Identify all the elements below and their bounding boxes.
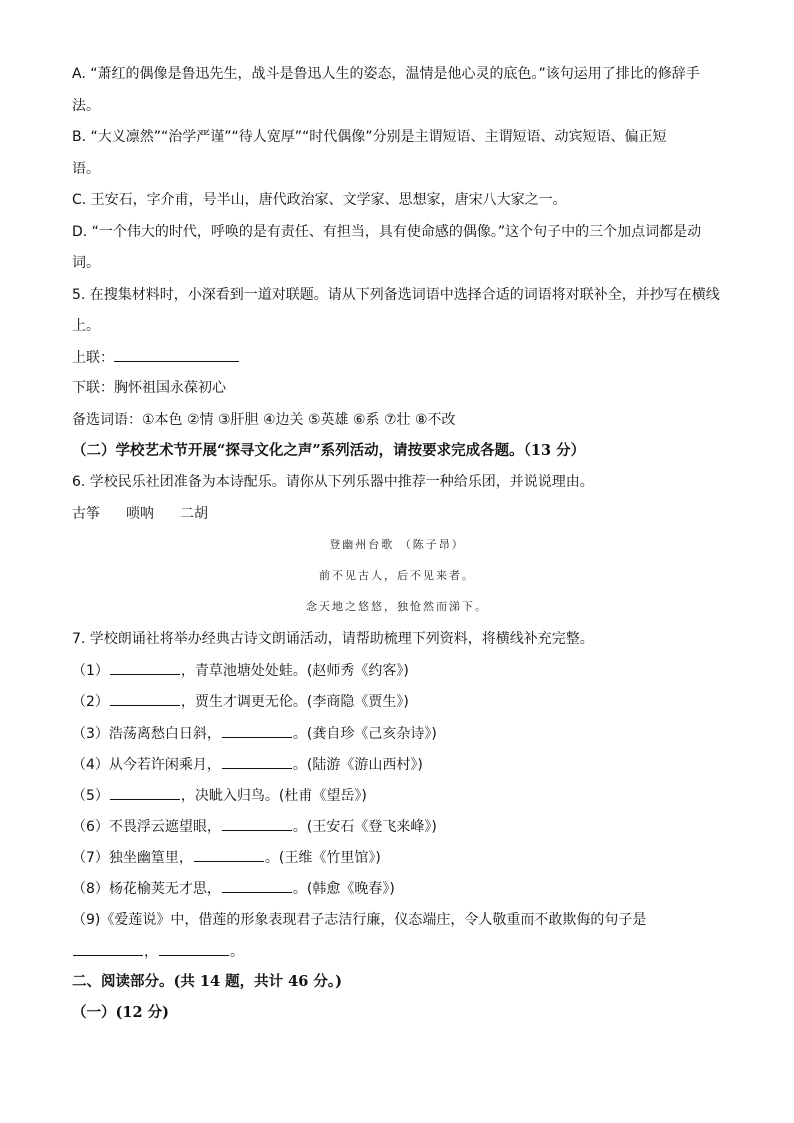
section-2-heading: （二）学校艺术节开展“探寻文化之声”系列活动，请按要求完成各题。（13 分） (72, 442, 586, 459)
q7-item-2-text: ，贾生才调更无伦。(李商隐《贾生》) (180, 694, 409, 710)
option-c: C. 王安石，字介甫，号半山，唐代政治家、文学家、思想家，唐宋八大家之一。 (72, 192, 567, 208)
option-d-line1: D. “一个伟大的时代，呼唤的是有责任、有担当，具有使命感的偶像。”这个句子中的三个加点词都是动 (72, 224, 702, 240)
q7-item-6 (72, 816, 437, 837)
option-b-line2: 语。 (72, 161, 100, 177)
q7-item-1-number: （1） (72, 663, 109, 679)
poem-line-1: 前不见古人，后不见来者。 (319, 569, 475, 582)
poem-title: 登幽州台歌 （陈子昂） (329, 538, 465, 551)
q7-item-2-blank[interactable] (110, 691, 180, 706)
q7-item-7-text: （7）独坐幽篁里， (72, 850, 193, 866)
couplet-lower: 下联：胸怀祖国永葆初心 (72, 380, 226, 396)
question-6: 6. 学校民乐社团准备为本诗配乐。请你从下列乐器中推荐一种给乐团，并说说理由。 (72, 474, 594, 490)
instrument-list (72, 504, 208, 524)
q7-item-9-period: 。 (230, 944, 244, 960)
q7-item-5-blank[interactable] (110, 785, 180, 800)
question-5-line2: 上。 (72, 318, 100, 334)
question-5-line1: 5. 在搜集材料时，小深看到一道对联题。请从下列备选词语中选择合适的词语将对联补全，并抄写在横线 (72, 287, 720, 303)
q7-item-9-blank-2[interactable] (159, 941, 229, 956)
q7-item-9-blank-1[interactable] (73, 941, 143, 956)
q7-item-1-text: ，青草池塘处处蛙。(赵师秀《约客》) (180, 663, 409, 679)
q7-item-4 (72, 754, 423, 775)
q7-item-5 (72, 785, 367, 806)
instrument-suona: 唢呐 (126, 506, 154, 522)
q7-item-7-blank[interactable] (194, 847, 264, 862)
q7-item-5-text: ，决眦入归鸟。(杜甫《望岳》) (180, 788, 367, 804)
part-2-subheading: （一）(12 分) (72, 1004, 169, 1021)
q7-item-5-number: （5） (72, 788, 109, 804)
q7-item-6-text: （6）不畏浮云遮望眼， (72, 819, 221, 835)
part-2-heading: 二、阅读部分。(共 14 题，共计 46 分。) (72, 973, 343, 990)
instrument-erhu: 二胡 (180, 506, 208, 522)
q7-item-7 (72, 847, 381, 868)
q7-item-9: （9)《爱莲说》中，借莲的形象表现君子志洁行廉，仪态端庄，令人敬重而不敢欺侮的句子是 (72, 912, 647, 928)
q7-item-3-blank[interactable] (222, 723, 292, 738)
question-7: 7. 学校朗诵社将举办经典古诗文朗诵活动，请帮助梳理下列资料，将横线补充完整。 (72, 631, 594, 647)
option-a-line1: A. “萧红的偶像是鲁迅先生，战斗是鲁迅人生的姿态，温情是他心灵的底色。”该句运用了排比的修辞手 (72, 66, 700, 82)
candidate-words: 备选词语：①本色 ②情 ③肝胆 ④边关 ⑤英雄 ⑥系 ⑦壮 ⑧不改 (72, 412, 456, 428)
q7-item-6-source: 。(王安石《登飞来峰》) (292, 819, 437, 835)
poem-line-2: 念天地之悠悠，独怆然而涕下。 (306, 600, 488, 613)
q7-item-4-source: 。(陆游《游山西村》) (292, 757, 423, 773)
q7-item-3-source: 。(龚自珍《己亥杂诗》) (292, 726, 437, 742)
q7-item-7-source: 。(王维《竹里馆》) (264, 850, 381, 866)
q7-item-1-blank[interactable] (110, 660, 180, 675)
q7-item-8-source: 。(韩愈《晚春》) (292, 881, 395, 897)
q7-item-9-comma: ， (144, 944, 158, 960)
option-b-line1: B. “大义凛然”“治学严谨”“待人宽厚”“时代偶像”分别是主谓短语、主谓短语、动宾短语、偏正短 (72, 129, 667, 145)
couplet-upper (72, 347, 239, 368)
q7-item-3-text: （3）浩荡离愁白日斜， (72, 726, 221, 742)
couplet-upper-blank[interactable] (114, 347, 239, 362)
q7-item-8-text: （8）杨花榆荚无才思， (72, 881, 221, 897)
q7-item-2-number: （2） (72, 694, 109, 710)
couplet-upper-label: 上联： (72, 350, 114, 366)
q7-item-2 (72, 691, 409, 712)
instrument-guzheng: 古筝 (72, 506, 100, 522)
q7-item-8-blank[interactable] (222, 878, 292, 893)
option-d-line2: 词。 (72, 255, 100, 271)
q7-item-9-answer (72, 941, 244, 962)
option-a-line2: 法。 (72, 98, 100, 114)
q7-item-1 (72, 660, 409, 681)
q7-item-6-blank[interactable] (222, 816, 292, 831)
q7-item-3 (72, 723, 437, 744)
q7-item-4-blank[interactable] (222, 754, 292, 769)
q7-item-4-text: （4）从今若许闲乘月， (72, 757, 221, 773)
q7-item-8 (72, 878, 395, 899)
